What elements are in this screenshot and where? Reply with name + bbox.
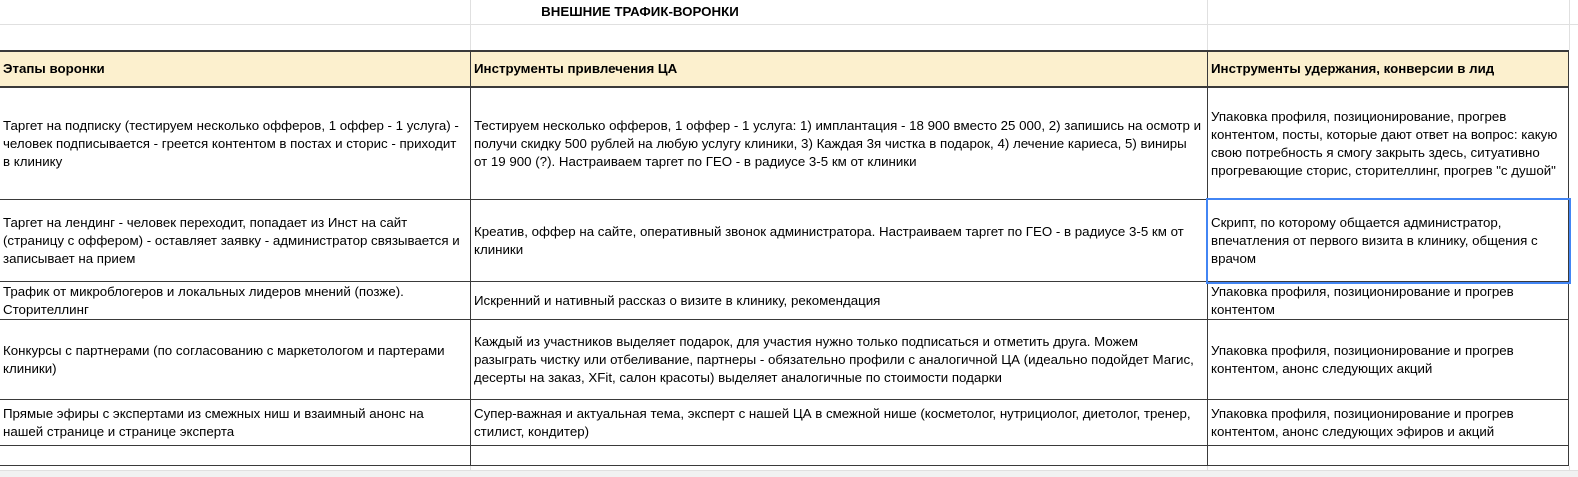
table-cell[interactable]: [0, 200, 471, 282]
cell-text: Искренний и нативный рассказ о визите в клинику, рекомендация: [474, 292, 881, 308]
cell-text: Каждый из участников выделяет подарок, для участия нужно только подписаться и отметить друга. Можем разыграть чистку или отбеливание, партнеры - обязательно профили с аналогичной ЦА (идеально подойдет Магис, десерты на заказ, XFit, салон красоты) выделяет аналогичные по стоимости подарки: [474, 333, 1194, 385]
table-cell[interactable]: [0, 282, 471, 320]
gridline-horizontal: [0, 24, 1578, 25]
sheet-title: ВНЕШНИЕ ТРАФИК-ВОРОНКИ: [541, 4, 739, 19]
cell-text: Упаковка профиля, позиционирование, прогрев контентом, посты, которые дают ответ на вопрос: какую свою потребность я смогу закрыть здесь, ситуативно прогревающие сторис, сторителлинг, прогрев "с душой": [1211, 108, 1558, 178]
cell-text: Таргет на подписку (тестируем несколько офферов, 1 оффер - 1 услуга) - человек подписывается - греется контентом в постах и сторис - приходит в клинику: [3, 117, 459, 169]
gridline-vertical: [470, 0, 471, 50]
table-cell[interactable]: [1208, 282, 1569, 320]
cell-text: Упаковка профиля, позиционирование и прогрев контентом, анонс следующих акций: [1211, 342, 1514, 376]
column-header-retention-tools[interactable]: [1208, 52, 1569, 88]
column-header-acquisition-tools[interactable]: [471, 52, 1208, 88]
table-cell[interactable]: [471, 88, 1208, 200]
cell-text: Тестируем несколько офферов, 1 оффер - 1 услуга: 1) имплантация - 18 900 вместо 25 000, 2) запишись на осмотр и получи скидку 500 рублей на любую услугу клиники, 3) Каждая 3я чистка в подарок, 4) лечение кариеса, 5) виниры от 19 900 (?). Настраиваем таргет по ГЕО - в радиусе 3-5 км от клиники: [474, 117, 1202, 169]
table-cell[interactable]: [0, 88, 471, 200]
below-table-band: [0, 471, 1578, 477]
table-cell[interactable]: [471, 320, 1208, 400]
column-header-label: Инструменты привлечения ЦА: [474, 61, 678, 76]
cell-text: Прямые эфиры с экспертами из смежных ниш и взаимный анонс на нашей странице и странице эксперта: [3, 405, 424, 439]
cell-text: Скрипт, по которому общается администратор, впечатления от первого визита в клинику, общения с врачом: [1211, 214, 1538, 266]
cell-text: Креатив, оффер на сайте, оперативный звонок администратора. Настраиваем таргет по ГЕО - в радиусе 3-5 км от клиники: [474, 223, 1184, 257]
column-header-funnel-stages[interactable]: [0, 52, 471, 88]
cell-text: Супер-важная и актуальная тема, эксперт с нашей ЦА в смежной нише (косметолог, нутрициолог, диетолог, тренер, стилист, кондитер): [474, 405, 1191, 439]
table-cell[interactable]: [471, 282, 1208, 320]
cell-text: Трафик от микроблогеров и локальных лидеров мнений (позже). Сторителлинг: [3, 283, 404, 317]
column-header-label: Этапы воронки: [3, 61, 105, 76]
table-cell[interactable]: [471, 200, 1208, 282]
table-cell-empty[interactable]: [471, 446, 1208, 466]
table-cell-empty[interactable]: [0, 446, 471, 466]
table-cell[interactable]: [1208, 400, 1569, 446]
table-cell[interactable]: [1208, 88, 1569, 200]
table-cell[interactable]: [1208, 320, 1569, 400]
cell-text: Таргет на лендинг - человек переходит, попадает из Инст на сайт (страницу с оффером) - оставляет заявку - администратор связывается и записывает на прием: [3, 214, 460, 266]
gridline-vertical: [1207, 0, 1208, 50]
table-cell-empty[interactable]: [1208, 446, 1569, 466]
selected-cell[interactable]: [1208, 200, 1569, 282]
cell-text: Упаковка профиля, позиционирование и прогрев контентом, анонс следующих эфиров и акций: [1211, 405, 1514, 439]
cell-text: Конкурсы с партнерами (по согласованию с маркетологом и партерами клиники): [3, 342, 445, 376]
column-header-label: Инструменты удержания, конверсии в лид: [1211, 61, 1495, 76]
table-cell[interactable]: [0, 320, 471, 400]
gridline-vertical: [1569, 0, 1570, 50]
table-cell[interactable]: [0, 400, 471, 446]
cell-text: Упаковка профиля, позиционирование и прогрев контентом: [1211, 283, 1514, 317]
sheet-title-cell[interactable]: [0, 0, 1280, 24]
table-cell[interactable]: [471, 400, 1208, 446]
funnel-table: [0, 50, 1569, 466]
